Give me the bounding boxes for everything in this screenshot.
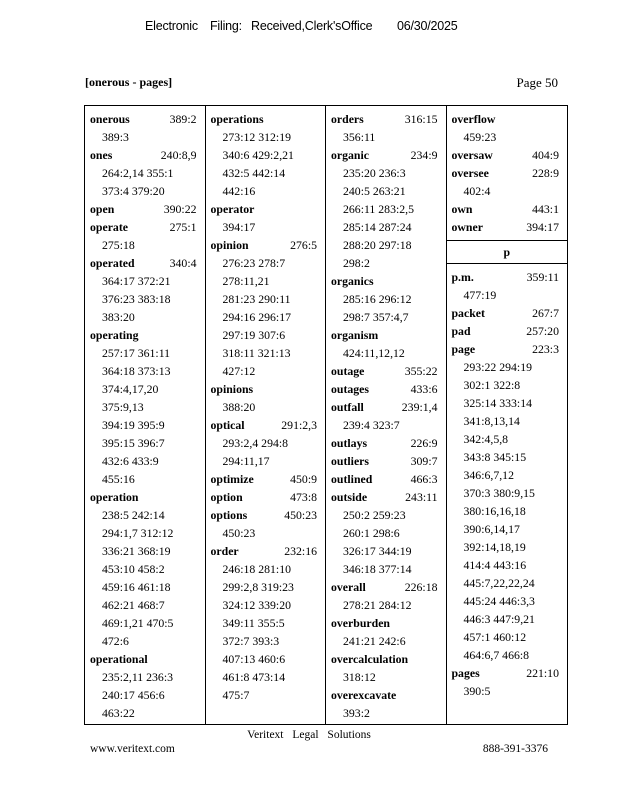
index-page-refs: 257:17 361:11 [102,346,171,360]
index-entry-head [90,200,205,218]
index-entry-head [331,380,446,398]
index-page-ref: 232:16 [284,544,317,558]
index-page-refs: 293:2,4 294:8 [222,436,289,450]
index-entry-head [452,146,567,164]
index-entry [452,218,567,236]
index-entry [211,542,326,704]
index-page-refs: 326:17 344:19 [343,544,412,558]
index-page-refs: 370:3 380:9,15 [463,486,535,500]
index-page-ref: 450:23 [284,508,317,522]
index-entry-head [452,218,567,236]
index-term: outliers [331,454,370,468]
index-term: operation [90,490,139,504]
index-page-refs: 414:4 443:16 [463,558,527,572]
index-page-ref: 404:9 [532,148,559,162]
index-entry [211,416,326,470]
index-page-refs: 318:11 321:13 [222,346,291,360]
index-term: outage [331,364,365,378]
index-entry-head [452,200,567,218]
index-term: operating [90,328,139,342]
index-entry-head [331,326,446,344]
index-page-refs: 325:14 333:14 [463,396,532,410]
index-entry [211,488,326,506]
index-term: outlays [331,436,368,450]
index-page-refs: 342:4,5,8 [463,432,509,446]
index-page-refs: 457:1 460:12 [463,630,527,644]
index-term: ones [90,148,113,162]
index-page-ref: 355:22 [404,364,438,378]
index-page-ref: 359:11 [526,270,559,284]
index-page-refs: 450:23 [222,526,256,540]
index-entry [90,146,205,200]
index-page-ref: 276:5 [290,238,317,252]
index-term: outages [331,382,370,396]
index-page-refs: 394:17 [222,220,256,234]
index-page-refs: 341:8,13,14 [463,414,520,428]
index-term: operate [90,220,128,234]
index-page-ref: 226:9 [410,436,438,450]
index-page-refs: 264:2,14 355:1 [102,166,174,180]
index-entry-head [452,164,567,182]
index-term: order [210,544,239,558]
index-page-refs: 463:22 [102,706,135,720]
index-entry-head [211,506,326,524]
index-page-refs: 246:18 281:10 [222,562,291,576]
index-page-ref: 257:20 [526,324,559,338]
index-page-refs: 356:11 [343,130,376,144]
index-entry [331,362,446,380]
index-entry [331,326,446,362]
index-page-refs: 276:23 278:7 [222,256,286,270]
index-page-refs: 278:21 284:12 [343,598,412,612]
index-column-2 [206,106,327,724]
index-page-refs: 472:6 [102,634,129,648]
index-page-refs: 336:21 368:19 [102,544,171,558]
index-page-ref: 394:17 [526,220,559,234]
index-entry-head [331,578,446,596]
index-entry-head [452,340,567,358]
footer-company: Veritext Legal Solutions [247,729,371,741]
index-page-refs: 260:1 298:6 [343,526,400,540]
index-term: opinion [210,238,249,252]
index-entry-head [211,110,326,128]
index-entry-head [331,488,446,506]
index-term: onerous [90,112,130,126]
index-page-ref: 389:2 [169,112,197,126]
index-page-refs: 364:17 372:21 [102,274,171,288]
index-page-refs: 393:2 [343,706,370,720]
index-page-refs: 346:18 377:14 [343,562,412,576]
index-entry [90,488,205,650]
filing-label: Filing: [210,19,242,33]
index-entry-head [211,200,326,218]
index-term: optical [210,418,245,432]
index-entry-head [211,380,326,398]
index-entry [90,218,205,254]
index-page-refs: 294:16 296:17 [222,310,291,324]
index-entry [90,650,205,722]
index-page-refs: 250:2 259:23 [343,508,406,522]
index-page-refs: 395:15 396:7 [102,436,165,450]
index-page-refs: 235:20 236:3 [343,166,406,180]
index-term: page [451,342,476,356]
index-page-refs: 285:16 296:12 [343,292,412,306]
index-page-ref: 228:9 [532,166,559,180]
index-page-refs: 294:11,17 [222,454,270,468]
index-entry [211,236,326,380]
index-page-refs: 475:7 [222,688,250,702]
index-term: orders [331,112,364,126]
index-entry [211,110,326,200]
filing-date: 06/30/2025 [397,19,458,33]
index-entry [331,470,446,488]
index-page-refs: 402:4 [463,184,491,198]
index-entry [331,398,446,434]
index-page-refs: 324:12 339:20 [222,598,291,612]
index-page-refs: 390:5 [463,684,491,698]
index-page-refs: 453:10 458:2 [102,562,165,576]
index-page-ref: 221:10 [526,666,559,680]
index-page-refs: 389:3 [102,130,129,144]
index-term: overexcavate [331,688,397,702]
index-term: owner [451,220,483,234]
index-entry-head [331,146,446,164]
index-page-refs: 446:3 447:9,21 [463,612,535,626]
index-page-ref: 234:9 [410,148,438,162]
index-entry [452,110,567,146]
index-entry-head [211,236,326,254]
index-column-3 [326,106,447,724]
index-entry [331,452,446,470]
index-page-refs: 392:14,18,19 [463,540,526,554]
index-page-refs: 459:23 [463,130,497,144]
index-entry-head [331,650,446,668]
index-entry-head [331,614,446,632]
index-entry [452,146,567,164]
index-page-refs: 407:13 460:6 [222,652,286,666]
index-entry-head [331,110,446,128]
index-term: overflow [451,112,496,126]
index-page-refs: 427:12 [222,364,256,378]
index-term: oversee [451,166,489,180]
index-page-refs: 340:6 429:2,21 [222,148,294,162]
index-page-refs: 298:2 [343,256,370,270]
index-entry [452,340,567,664]
index-term: optimize [210,472,254,486]
index-page-ref: 267:7 [532,306,559,320]
index-page-refs: 469:1,21 470:5 [102,616,174,630]
index-entry [331,488,446,578]
index-term: pages [451,666,480,680]
index-page-ref: 223:3 [532,342,559,356]
index-page-refs: 375:9,13 [102,400,144,414]
index-entry [331,578,446,614]
index-page-refs: 281:23 290:11 [222,292,291,306]
index-entry [211,470,326,488]
index-term: packet [451,306,485,320]
index-page-refs: 299:2,8 319:23 [222,580,294,594]
index-entry-head [331,398,446,416]
index-entry-head [331,434,446,452]
index-entry-head [90,146,205,164]
index-entry [90,326,205,488]
index-entry-head [331,686,446,704]
index-entry [211,506,326,542]
index-term: organism [331,328,379,342]
index-term: organics [331,274,374,288]
index-entry-head [331,272,446,290]
index-entry [452,322,567,340]
index-entry-head [211,470,326,488]
index-term: overcalculation [331,652,409,666]
column-4-entries-p [447,268,567,700]
index-page-refs: 373:4 379:20 [102,184,165,198]
index-entry-head [90,326,205,344]
index-page-refs: 318:12 [343,670,376,684]
footer-website: www.veritext.com [90,743,175,755]
index-page-refs: 459:16 461:18 [102,580,171,594]
filing-received: Received,Clerk'sOffice [251,19,373,33]
index-page-refs: 294:1,7 312:12 [102,526,174,540]
index-page-refs: 238:5 242:14 [102,508,165,522]
index-page-refs: 461:8 473:14 [222,670,286,684]
index-page-refs: 275:18 [102,238,135,252]
index-page-refs: 432:6 433:9 [102,454,159,468]
index-entry-head [90,488,205,506]
index-entry [331,110,446,146]
index-term: outlined [331,472,373,486]
index-term: overall [331,580,366,594]
index-table [84,105,568,725]
index-page-refs: 349:11 355:5 [222,616,285,630]
index-page-ref: 291:2,3 [281,418,317,432]
index-page-ref: 275:1 [169,220,197,234]
index-term: option [210,490,243,504]
index-page-refs: 383:20 [102,310,135,324]
index-page-refs: 442:16 [222,184,256,198]
index-entry [452,304,567,322]
index-page-ref: 239:1,4 [401,400,438,414]
index-entry [90,254,205,326]
index-page-ref: 316:15 [404,112,438,126]
index-entry-head [452,268,567,286]
index-term: overburden [331,616,390,630]
index-entry-head [331,470,446,488]
index-entry [452,164,567,200]
index-page-refs: 374:4,17,20 [102,382,159,396]
footer-phone: 888-391-3376 [482,743,548,755]
index-page-ref: 450:9 [290,472,317,486]
index-entry-head [331,452,446,470]
index-page-refs: 424:11,12,12 [343,346,405,360]
index-entry-head [211,416,326,434]
index-entry-head [452,304,567,322]
column-4-entries-o [447,110,567,236]
index-page-ref: 340:4 [169,256,197,270]
index-entry [211,200,326,236]
index-term: open [90,202,115,216]
index-page-ref: 240:8,9 [160,148,197,162]
index-entry [331,272,446,326]
index-page-refs: 285:14 287:24 [343,220,412,234]
index-page-refs: 288:20 297:18 [343,238,412,252]
index-entry [211,380,326,416]
index-page-refs: 432:5 442:14 [222,166,286,180]
index-page-refs: 266:11 283:2,5 [343,202,415,216]
index-term: outfall [331,400,364,414]
index-page-ref: 466:3 [410,472,438,486]
index-page-refs: 372:7 393:3 [222,634,280,648]
index-page-ref: 309:7 [410,454,438,468]
index-page-refs: 445:24 446:3,3 [463,594,535,608]
index-term: options [210,508,248,522]
index-entry-head [211,542,326,560]
index-entry [452,200,567,218]
index-entry-head [90,650,205,668]
index-page-refs: 364:18 373:13 [102,364,171,378]
index-page-ref: 473:8 [290,490,317,504]
index-page-refs: 293:22 294:19 [463,360,532,374]
index-page-refs: 376:23 383:18 [102,292,171,306]
index-entry [331,686,446,722]
index-entry-head [90,218,205,236]
index-column-1 [85,106,206,724]
index-page-refs: 464:6,7 466:8 [463,648,530,662]
index-page-refs: 297:19 307:6 [222,328,286,342]
index-page-refs: 455:16 [102,472,135,486]
index-column-4 [447,106,567,724]
index-term: opinions [210,382,254,396]
index-page-refs: 240:17 456:6 [102,688,165,702]
index-entry-head [90,254,205,272]
index-page-ref: 443:1 [532,202,559,216]
index-page-refs: 390:6,14,17 [463,522,520,536]
page-number: Page 50 [516,75,558,90]
index-entry-head [452,110,567,128]
index-term: oversaw [451,148,493,162]
index-page-refs: 278:11,21 [222,274,270,288]
index-page-refs: 388:20 [222,400,256,414]
index-entry [331,614,446,650]
index-entry-head [452,322,567,340]
index-entry-head [331,362,446,380]
index-term: organic [331,148,370,162]
index-term: own [451,202,473,216]
section-letter: p [447,240,567,264]
index-page-refs: 273:12 312:19 [222,130,291,144]
index-page-refs: 380:16,16,18 [463,504,526,518]
index-page-refs: 477:19 [463,288,497,302]
filing-electronic: Electronic [145,19,198,33]
index-term: p.m. [451,270,474,284]
index-page-refs: 462:21 468:7 [102,598,165,612]
index-entry-head [452,664,567,682]
index-term: outside [331,490,368,504]
index-entry [90,110,205,146]
index-page-refs: 235:2,11 236:3 [102,670,174,684]
index-page-refs: 445:7,22,22,24 [463,576,535,590]
index-page-ref: 243:11 [405,490,438,504]
index-entry [90,200,205,218]
index-entry [452,664,567,700]
index-entry-head [211,488,326,506]
index-page-ref: 226:18 [404,580,438,594]
index-term: operator [210,202,255,216]
index-page-ref: 433:6 [410,382,438,396]
index-entry [331,146,446,272]
index-page-refs: 298:7 357:4,7 [343,310,409,324]
index-page-ref: 390:22 [163,202,197,216]
index-range: [onerous - pages] [85,75,173,89]
index-entry [331,380,446,398]
index-page-refs: 239:4 323:7 [343,418,400,432]
index-term: operations [210,112,264,126]
index-entry [331,650,446,686]
index-term: pad [451,324,471,338]
index-term: operational [90,652,148,666]
index-page-refs: 346:6,7,12 [463,468,514,482]
index-entry [331,434,446,452]
index-page-refs: 302:1 322:8 [463,378,521,392]
index-term: operated [90,256,135,270]
index-page-refs: 240:5 263:21 [343,184,406,198]
index-entry-head [90,110,205,128]
index-page-refs: 343:8 345:15 [463,450,527,464]
index-page-refs: 241:21 242:6 [343,634,406,648]
index-page-refs: 394:19 395:9 [102,418,165,432]
index-entry [452,268,567,304]
